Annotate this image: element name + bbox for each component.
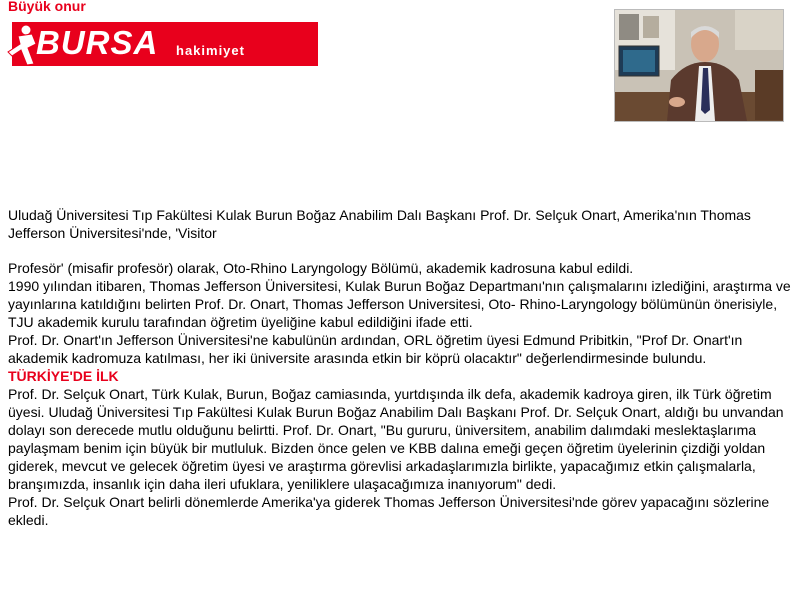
portrait-photo xyxy=(614,9,784,122)
headline: Büyük onur xyxy=(8,0,86,14)
article-paragraph: 1990 yılından itibaren, Thomas Jefferson Üniversitesi, Kulak Burun Boğaz Departmanı'nın çalışmalarını izlediğini, araştırma ve yayınlarına katıldığını belirten Prof. Dr. Onart, Thomas Jefferson Universitesi, Oto- Rhino-Laryngology bölümünün önerisiyle, TJU akademik kurulu tarafından öğretim üyeliğine kabul edildiğini ifade etti. xyxy=(8,278,791,330)
bursa-hakimiyet-logo xyxy=(0,22,318,66)
article-paragraph: Prof. Dr. Onart'ın Jefferson Üniversitesi'ne kabulünün ardından, ORL öğretim üyesi Edmund Pribitkin, "Prof Dr. Onart'ın akademik kadromuza katılması, her iki üniversite arasında etkin bir köprü olacaktır" değerlendirmesinde bulundu. xyxy=(8,332,743,366)
logo-word: BURSA xyxy=(36,24,159,61)
article-body xyxy=(8,206,792,529)
article-subheading: TÜRKİYE'DE İLK xyxy=(8,368,119,384)
article-paragraph: Profesör' (misafir profesör) olarak, Oto-Rhino Laryngology Bölümü, akademik kadrosuna kabul edildi. xyxy=(8,260,634,276)
logo-tagline: hakimiyet xyxy=(176,43,245,58)
article-paragraph: Prof. Dr. Selçuk Onart belirli dönemlerde Amerika'ya giderek Thomas Jefferson Üniversitesi'nde görev yapacağını sözlerine ekledi. xyxy=(8,494,770,528)
article-intro: Uludağ Üniversitesi Tıp Fakültesi Kulak Burun Boğaz Anabilim Dalı Başkanı Prof. Dr. Selçuk Onart, Amerika'nın Thomas Jefferson Üniversitesi'nde, 'Visitor xyxy=(8,207,751,241)
article-paragraph: Prof. Dr. Selçuk Onart, Türk Kulak, Burun, Boğaz camiasında, yurtdışında ilk defa, akademik kadroya giren, ilk Türk öğretim üyesi. Uludağ Üniversitesi Tıp Fakültesi Kulak Burun Boğaz Anabilim Dalı Başkanı Prof. Dr. Selçuk Onart, aldığı bu unvandan dolayı son derecede mutlu olduğunu belirtti. Prof. Dr. Onart, "Bu gururu, üniversitem, anabilim dalımdaki meslektaşlarıma paylaşmam benim için büyük bir mutluluk. Bizden önce gelen ve KBB dalına emeği geçen öğretim üyelerinin çizdiği yoldan giderek, mevcut ve gelecek öğretim üyesi ve araştırma görevlisi arkadaşlarımızla birlikte, yapacağımız etkin çalışmalarla, branşımızda, insanlık için daha ileri ufuklara, yeniliklere ulaşacağımıza inanıyorum" dedi. xyxy=(8,386,784,492)
